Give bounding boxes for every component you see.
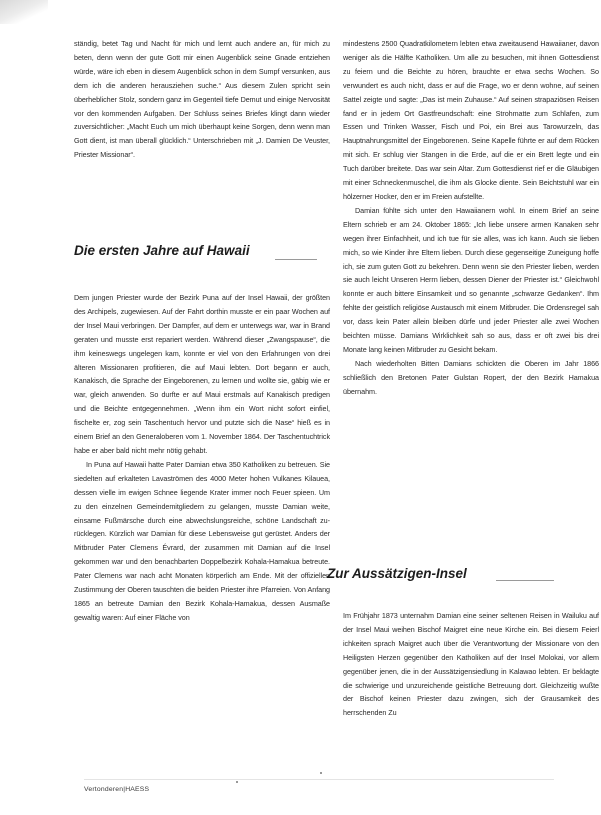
heading-hawaii <box>74 243 250 259</box>
intro-paragraph: ständig, betet Tag und Nacht für mich und lernt auch andere an, für mich zu beten, denn wenn der gute Gott mir einen Augenblick seine Gnade entziehen würde, wäre ich eben in diesem Augenblick schon in dem Sumpf versunken, aus dem ich die anderen herausziehen suche.“ Aus diesem Zulen spricht sein überheblicher Stolz, sondern ganz im Gegenteil tiefe Demut und einige Nervosität vor den kommenden Aufgaben. Der Schluss seines Briefes klingt dann wieder zuversichtlicher: „Macht Euch um mich überhaupt keine Sorgen, denn wenn man Gott dient, ist man überall glücklich.“ Unterschrieben mit „J. Damien De Veuster, Priester Missionar“. <box>74 39 330 160</box>
right-column-body <box>343 609 599 720</box>
page-mark-dot <box>236 781 238 783</box>
footer-mark: Vertonderen|HAESS <box>84 786 150 793</box>
footer-divider <box>84 779 554 780</box>
page-corner-shadow <box>0 0 48 24</box>
left-column-body <box>74 291 330 625</box>
heading-insel-text: Zur Aussätzigen-Insel <box>327 566 467 581</box>
heading-hawaii-text: Die ersten Jahre auf Hawaii <box>74 243 250 258</box>
heading-insel-rule <box>496 580 554 581</box>
right-column <box>343 37 599 399</box>
paragraph-right-2: Damian fühlte sich unter den Hawaiianern wohl. In einem Brief an seine Eltern schrieb er am 24. Oktober 1865: „Ich liebe unsere armen Kanaken sehr wegen ihrer Einfachheit, und ich tue für sie alles, was ich kann. Auch sie lieben mich, so wie Kinder ihre Eltern lieben. Durch diese gegenseitige Zuneigung hoffe ich, sie zum guten Gott zu bekehren. Denn wenn sie den Priester lieben, werden sie auch leicht Unseren Herrn lieben, dessen Diener der Priester ist.“ Gleichwohl konnte er auch bittere Einsamkeit und so genannte „schwarze Gedanken“. Ihm fehlte der geistlich religiöse Austausch mit einem Mitbruder. Die Ordensregel sah vor, dass kein Pater allein bleiben dürfe und jeder Priester alle zwei Wochen beichten müsse. Damians Wirklichkeit sah so aus, dass er oft zwei bis drei Monate lang keinen Mitbruder zu Gesicht bekam. <box>343 205 599 354</box>
page-mark-dot <box>320 772 322 774</box>
paragraph-right-1: mindestens 2500 Quadratkilometern lebten etwa zweitausend Hawaiianer, davon weniger als die Hälfte Katholiken. Um alle zu besuchen, mit ihnen Gottesdienst zu feiern und die Beichte zu hören, brauchte er etwa sechs Wochen. So verwundert es auch nicht, dass er auf die Frage, wo er denn wohne, auf seinen Sattel zeigte und sagte: „Das ist mein Zuhause.“ Auf seinen strapaziösen Reisen fand er in jedem Ort Gastfreundschaft: eine Strohmatte zum Schlafen, zum Essen und Trinken Wasser, Fisch und Poi, ein Brei aus Tarowurzeln, das Hauptnahrungsmittel der Eingeborenen. Seine Kapelle führte er auf dem Rücken mit sich. Er schlug vier Stangen in die Erde, auf die er ein Brett legte und ein Tuch darüber breitete. Das war sein Altar. Zum Gottesdienst rief er die Gläubigen mit einer Schneckenmuschel, die ihm als Glocke diente. Sein Beichtstuhl war ein hölzerner Hocker, den er im Freien aufstellte. <box>343 39 599 201</box>
left-column <box>74 37 330 162</box>
paragraph-hawaii-1: Dem jungen Priester wurde der Bezirk Puna auf der Insel Hawaii, der größten des Archipels, zugewiesen. Auf der Fahrt dorthin musste er ein paar Wochen auf der Insel Maui verbringen. Der Dampfer, auf dem er unterwegs war, war in Brand geraten und musste erst repariert werden. Während dieser „Zwangspause“, die ihm keineswegs ungelegen kam, konnte er viel von den Erfahrungen von drei älteren Missionaren profitieren, die auf Maui lebten. Dort begann er auch, Kanakisch, die Sprache der Eingeborenen, zu lernen und wollte sie, gäbig wie er war, gleich anwenden. So durfte er auf Maui erstmals auf Kanakisch predigen und die Beichte entgegennehmen. „Wenn ihm ein Wort nicht sofort einfiel, fischelte er, zog sein Taschentuch hervor und putzte sich die Nase“ hieß es in einem Brief an den Generaloberen vom 1. November 1864. Der Taschentuchtrick habe er aber bald nicht mehr nötig gehabt. <box>74 293 330 455</box>
heading-hawaii-rule <box>275 259 317 260</box>
paragraph-insel-1: Im Frühjahr 1873 unternahm Damian eine seiner seltenen Reisen in Wailuku auf der Insel Maui weihen Bischof Maigret eine neue Kirche ein. Bei diesem Feierl ichkeiten sprach Maigret auch über die Verantwortung der Missionare von den Heiligsten Herzen gegenüber den Katholiken auf der Insel Molokai, vor allem gegenüber jenen, die in der Aussätzigensiedlung in Kalawao lebten. Er beklagte die schwierige und unzureichende geistliche Betreuung dort. Gleichzeitig wußte der Bischof keinen Priester dazu zwingen, sich der Grausamkeit des herrschenden Zu <box>343 611 599 718</box>
paragraph-hawaii-2: In Puna auf Hawaii hatte Pater Damian etwa 350 Katholiken zu betreuen. Sie siedelten auf erkalteten Lavaströmen des 4000 Meter hohen Vulkanes Kilauea, dessen vielle im ewigen Schnee liegende Krater immer noch Feuer spieen. Um zu den einzelnen Gemeindemitgliedern zu gelangen, musste Damian weite, einsame Fußmärsche durch eine abwechslungsreiche, schöne Landschaft zurücklegen. Kürzlich war Damian für diese Lebensweise gut gerüstet. Anders der Mitbruder Pater Clemens Évrard, der zusammen mit Damian auf die Insel gekommen war und den benachbarten Doppelbezirk Kohala-Hamakua betreute. Pater Clemens war nach acht Monaten körperlich am Ende. Mit der offiziellen Zustimmung der Oberen tauschten die beiden Priester ihre Pfarreien. Von Anfang 1865 an betreute Damian den Bezirk Kohala-Hamakua, dessen Ausmaße gewaltig waren: Auf einer Fläche von <box>74 459 330 622</box>
heading-insel <box>327 566 467 582</box>
paragraph-right-3: Nach wiederholten Bitten Damians schickten die Oberen im Jahr 1866 schließlich den Bretonen Pater Gulstan Ropert, der den Bezirk Hamakua übernahm. <box>343 358 599 396</box>
